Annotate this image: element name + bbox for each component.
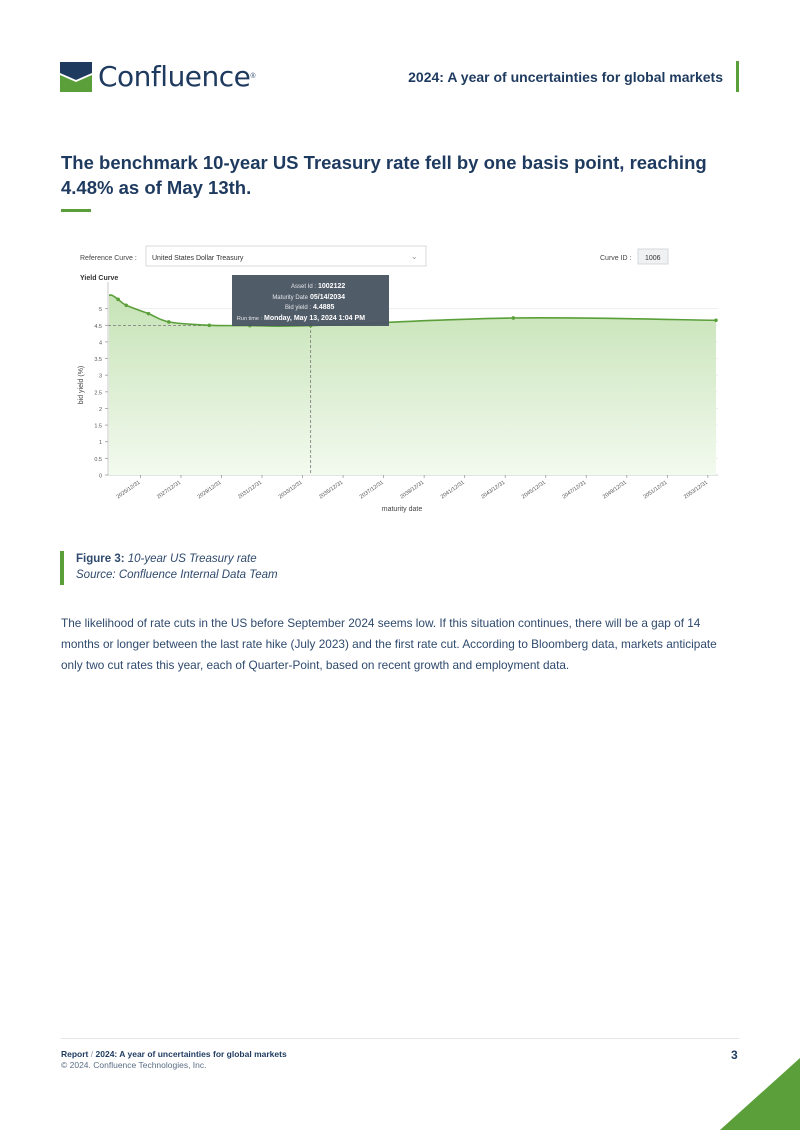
y-tick-label: 2 (98, 406, 102, 413)
x-tick-label: 2049/12/31 (601, 479, 628, 501)
corner-accent-triangle (720, 1058, 800, 1130)
headline-accent-rule (61, 209, 91, 212)
y-tick-label: 1 (98, 440, 102, 447)
footer-crumb-title: 2024: A year of uncertainties for global markets (95, 1049, 287, 1059)
curve-id-value: 1006 (645, 255, 661, 262)
footer-crumb-report[interactable]: Report (61, 1049, 89, 1059)
curve-id-label: Curve ID : (600, 255, 632, 262)
figure-title: 10-year US Treasury rate (127, 553, 257, 565)
y-axis (94, 282, 108, 480)
tooltip-bid-label: Bid yield : (284, 305, 311, 311)
x-axis-label: maturity date (381, 506, 423, 513)
x-tick-label: 2051/12/31 (642, 479, 669, 501)
data-point (116, 298, 120, 302)
y-tick-label: 0.5 (94, 456, 102, 463)
footer-divider (61, 1038, 739, 1039)
logo-wordmark: Confluence (98, 59, 251, 93)
tooltip-maturity-value: 05/14/2034 (310, 294, 346, 301)
tooltip-bid-value: 4.4885 (313, 304, 335, 311)
y-tick-label: 1.5 (94, 423, 102, 430)
figure-source: Source: Confluence Internal Data Team (76, 569, 278, 581)
figure-label: Figure 3: (76, 553, 125, 565)
y-tick-label: 3.5 (94, 357, 102, 364)
x-tick-label: 2035/12/31 (318, 479, 345, 501)
figure-caption (60, 551, 278, 585)
chevron-down-icon: ⌄ (411, 252, 418, 261)
confluence-logo-icon (60, 60, 92, 92)
footer-crumb-separator: / (90, 1049, 94, 1059)
x-tick-label: 2045/12/31 (520, 479, 547, 501)
tooltip-asset-label: Asset Id : (290, 284, 316, 290)
data-point (147, 312, 151, 316)
tooltip-maturity-label: Maturity Date (272, 295, 308, 301)
y-tick-label: 0 (98, 473, 102, 480)
data-tooltip (232, 275, 389, 326)
y-tick-label: 2.5 (94, 390, 102, 397)
reference-curve-label: Reference Curve : (80, 255, 137, 262)
page-number: 3 (731, 1048, 738, 1062)
data-point (124, 304, 128, 308)
confluence-logo (60, 58, 256, 94)
data-point (167, 320, 171, 324)
x-tick-label: 2047/12/31 (561, 479, 588, 501)
logo-trademark: ® (250, 72, 256, 80)
x-tick-label: 2043/12/31 (480, 479, 507, 501)
page-footer (61, 1049, 287, 1071)
x-tick-label: 2053/12/31 (683, 479, 710, 501)
y-axis-label: bid yield (%) (78, 365, 85, 405)
header-accent-bar (736, 61, 739, 92)
y-tick-label: 5 (98, 307, 102, 314)
yield-curve-title: Yield Curve (80, 275, 119, 282)
x-axis (108, 475, 718, 500)
x-tick-label: 2027/12/31 (156, 479, 183, 501)
headline: The benchmark 10-year US Treasury rate fell by one basis point, reaching 4.48% as of May 13th. (61, 152, 707, 198)
x-tick-label: 2039/12/31 (399, 479, 426, 501)
tooltip-run-value: Monday, May 13, 2024 1:04 PM (264, 315, 366, 322)
data-point (512, 316, 516, 320)
page-header (0, 0, 800, 100)
body-paragraph: The likelihood of rate cuts in the US before September 2024 seems low. If this situation continues, there will be a gap of 14 months or longer between the last rate hike (July 2023) and the first rate cut. According to Bloomberg data, markets anticipate only two cut rates this year, each of Quarter-Point, based on recent growth and employment data. (61, 616, 717, 672)
x-tick-label: 2029/12/31 (196, 479, 223, 501)
x-tick-label: 2037/12/31 (358, 479, 385, 501)
y-tick-label: 3 (98, 373, 102, 380)
tooltip-run-label: Run time : (236, 316, 262, 322)
x-tick-label: 2031/12/31 (237, 479, 264, 501)
yield-curve-svg (75, 240, 725, 515)
y-tick-label: 4 (98, 340, 102, 347)
footer-copyright: © 2024. Confluence Technologies, Inc. (61, 1060, 207, 1070)
yield-curve-chart (75, 240, 725, 515)
reference-curve-value: United States Dollar Treasury (152, 255, 244, 262)
tooltip-asset-value: 1002122 (318, 283, 346, 290)
x-tick-label: 2025/12/31 (115, 479, 142, 501)
data-point (714, 318, 718, 322)
data-point (208, 323, 212, 327)
y-tick-label: 4.5 (94, 323, 102, 330)
header-title: 2024: A year of uncertainties for global markets (408, 69, 723, 85)
x-tick-label: 2033/12/31 (277, 479, 304, 501)
x-tick-label: 2041/12/31 (439, 479, 466, 501)
